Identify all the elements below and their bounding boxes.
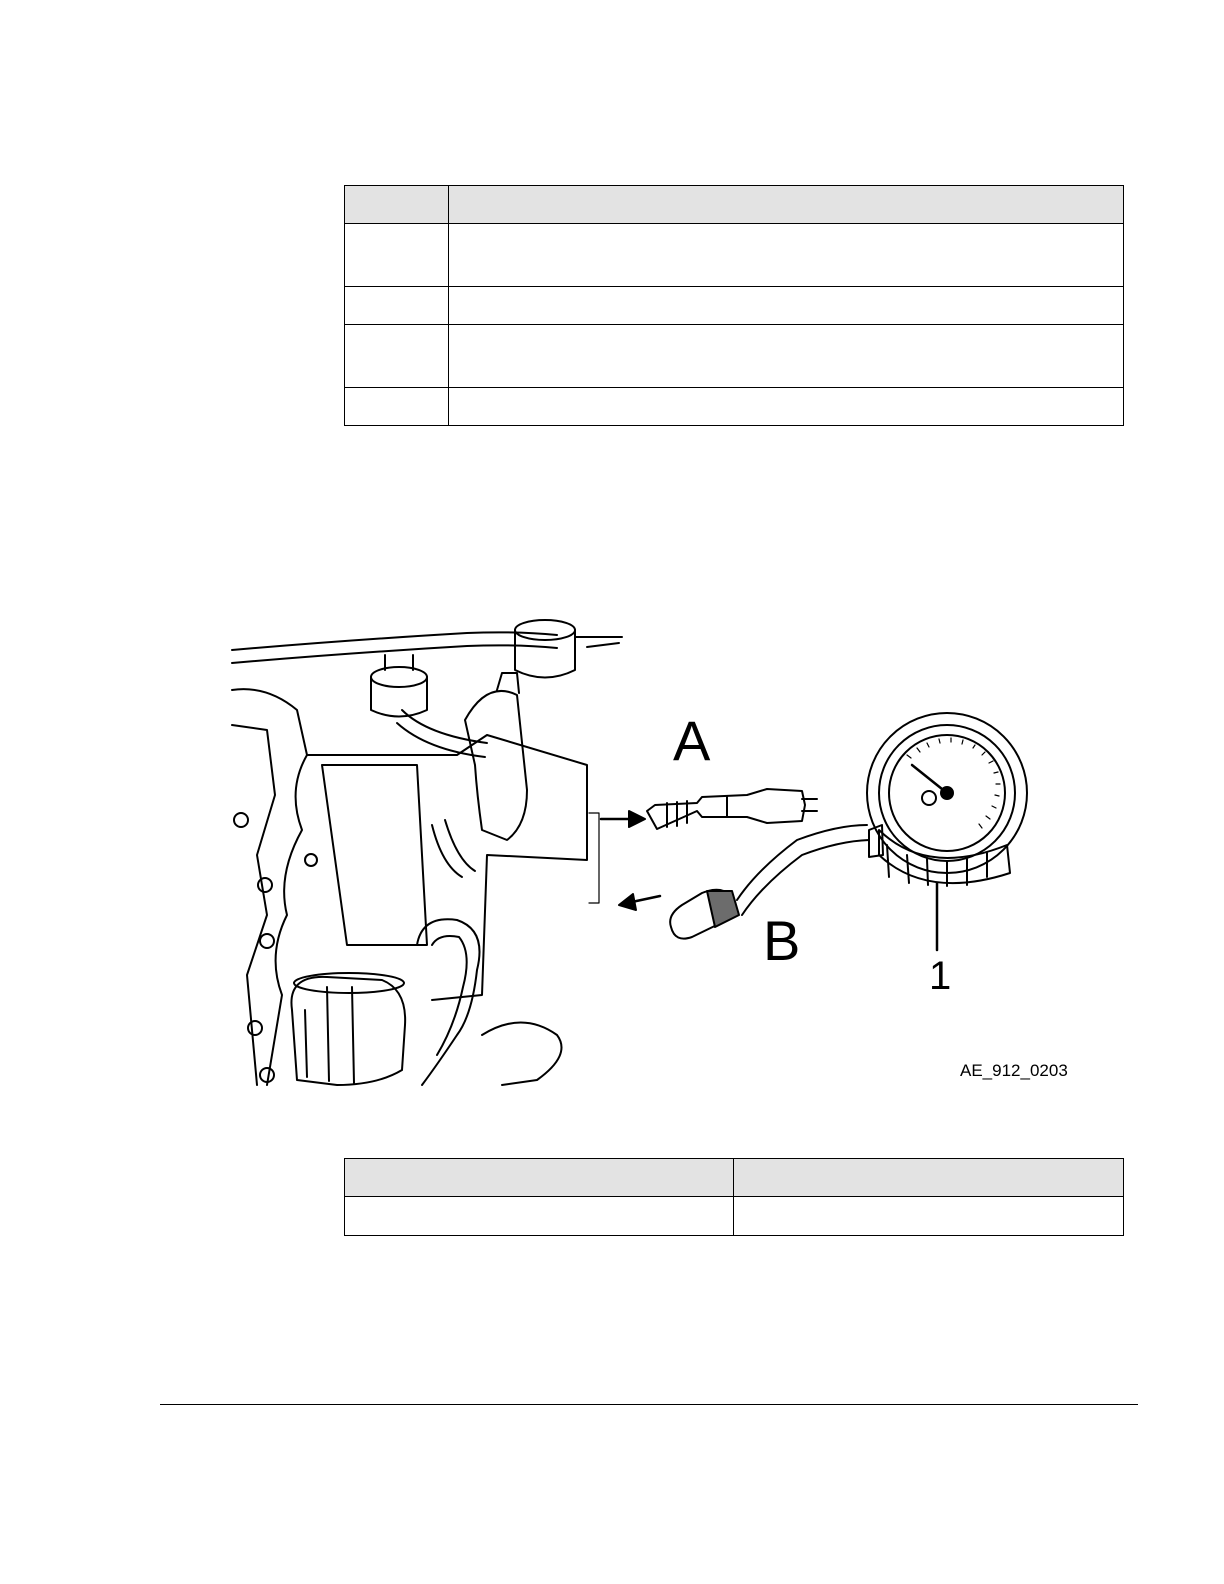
table-header-row bbox=[345, 1159, 1124, 1197]
callout-item-1-label: 1 bbox=[929, 954, 952, 998]
table-header-cell bbox=[734, 1159, 1124, 1197]
table-cell bbox=[345, 1197, 734, 1236]
table-row bbox=[345, 224, 1124, 287]
table-cell bbox=[449, 388, 1124, 426]
callout-a-label: A bbox=[673, 709, 711, 772]
table-cell bbox=[345, 388, 449, 426]
figure-id-label: AE_912_0203 bbox=[960, 1061, 1068, 1080]
table-cell bbox=[449, 287, 1124, 325]
table-cell bbox=[449, 224, 1124, 287]
compression-test-figure bbox=[227, 615, 1068, 1093]
table-cell bbox=[449, 325, 1124, 388]
engine-illustration bbox=[227, 615, 1068, 1093]
table-cell bbox=[345, 325, 449, 388]
table-header-cell bbox=[449, 186, 1124, 224]
footer-divider bbox=[160, 1404, 1138, 1405]
table-header-cell bbox=[345, 186, 449, 224]
table-header-cell bbox=[345, 1159, 734, 1197]
table-cell bbox=[345, 287, 449, 325]
table-row bbox=[345, 287, 1124, 325]
table-cell bbox=[345, 224, 449, 287]
result-table bbox=[344, 1158, 1124, 1236]
table-row bbox=[345, 388, 1124, 426]
table-row bbox=[345, 1197, 1124, 1236]
table-cell bbox=[734, 1197, 1124, 1236]
table-row bbox=[345, 325, 1124, 388]
steps-table bbox=[344, 185, 1124, 426]
callout-b-label: B bbox=[763, 909, 801, 972]
table-header-row bbox=[345, 186, 1124, 224]
